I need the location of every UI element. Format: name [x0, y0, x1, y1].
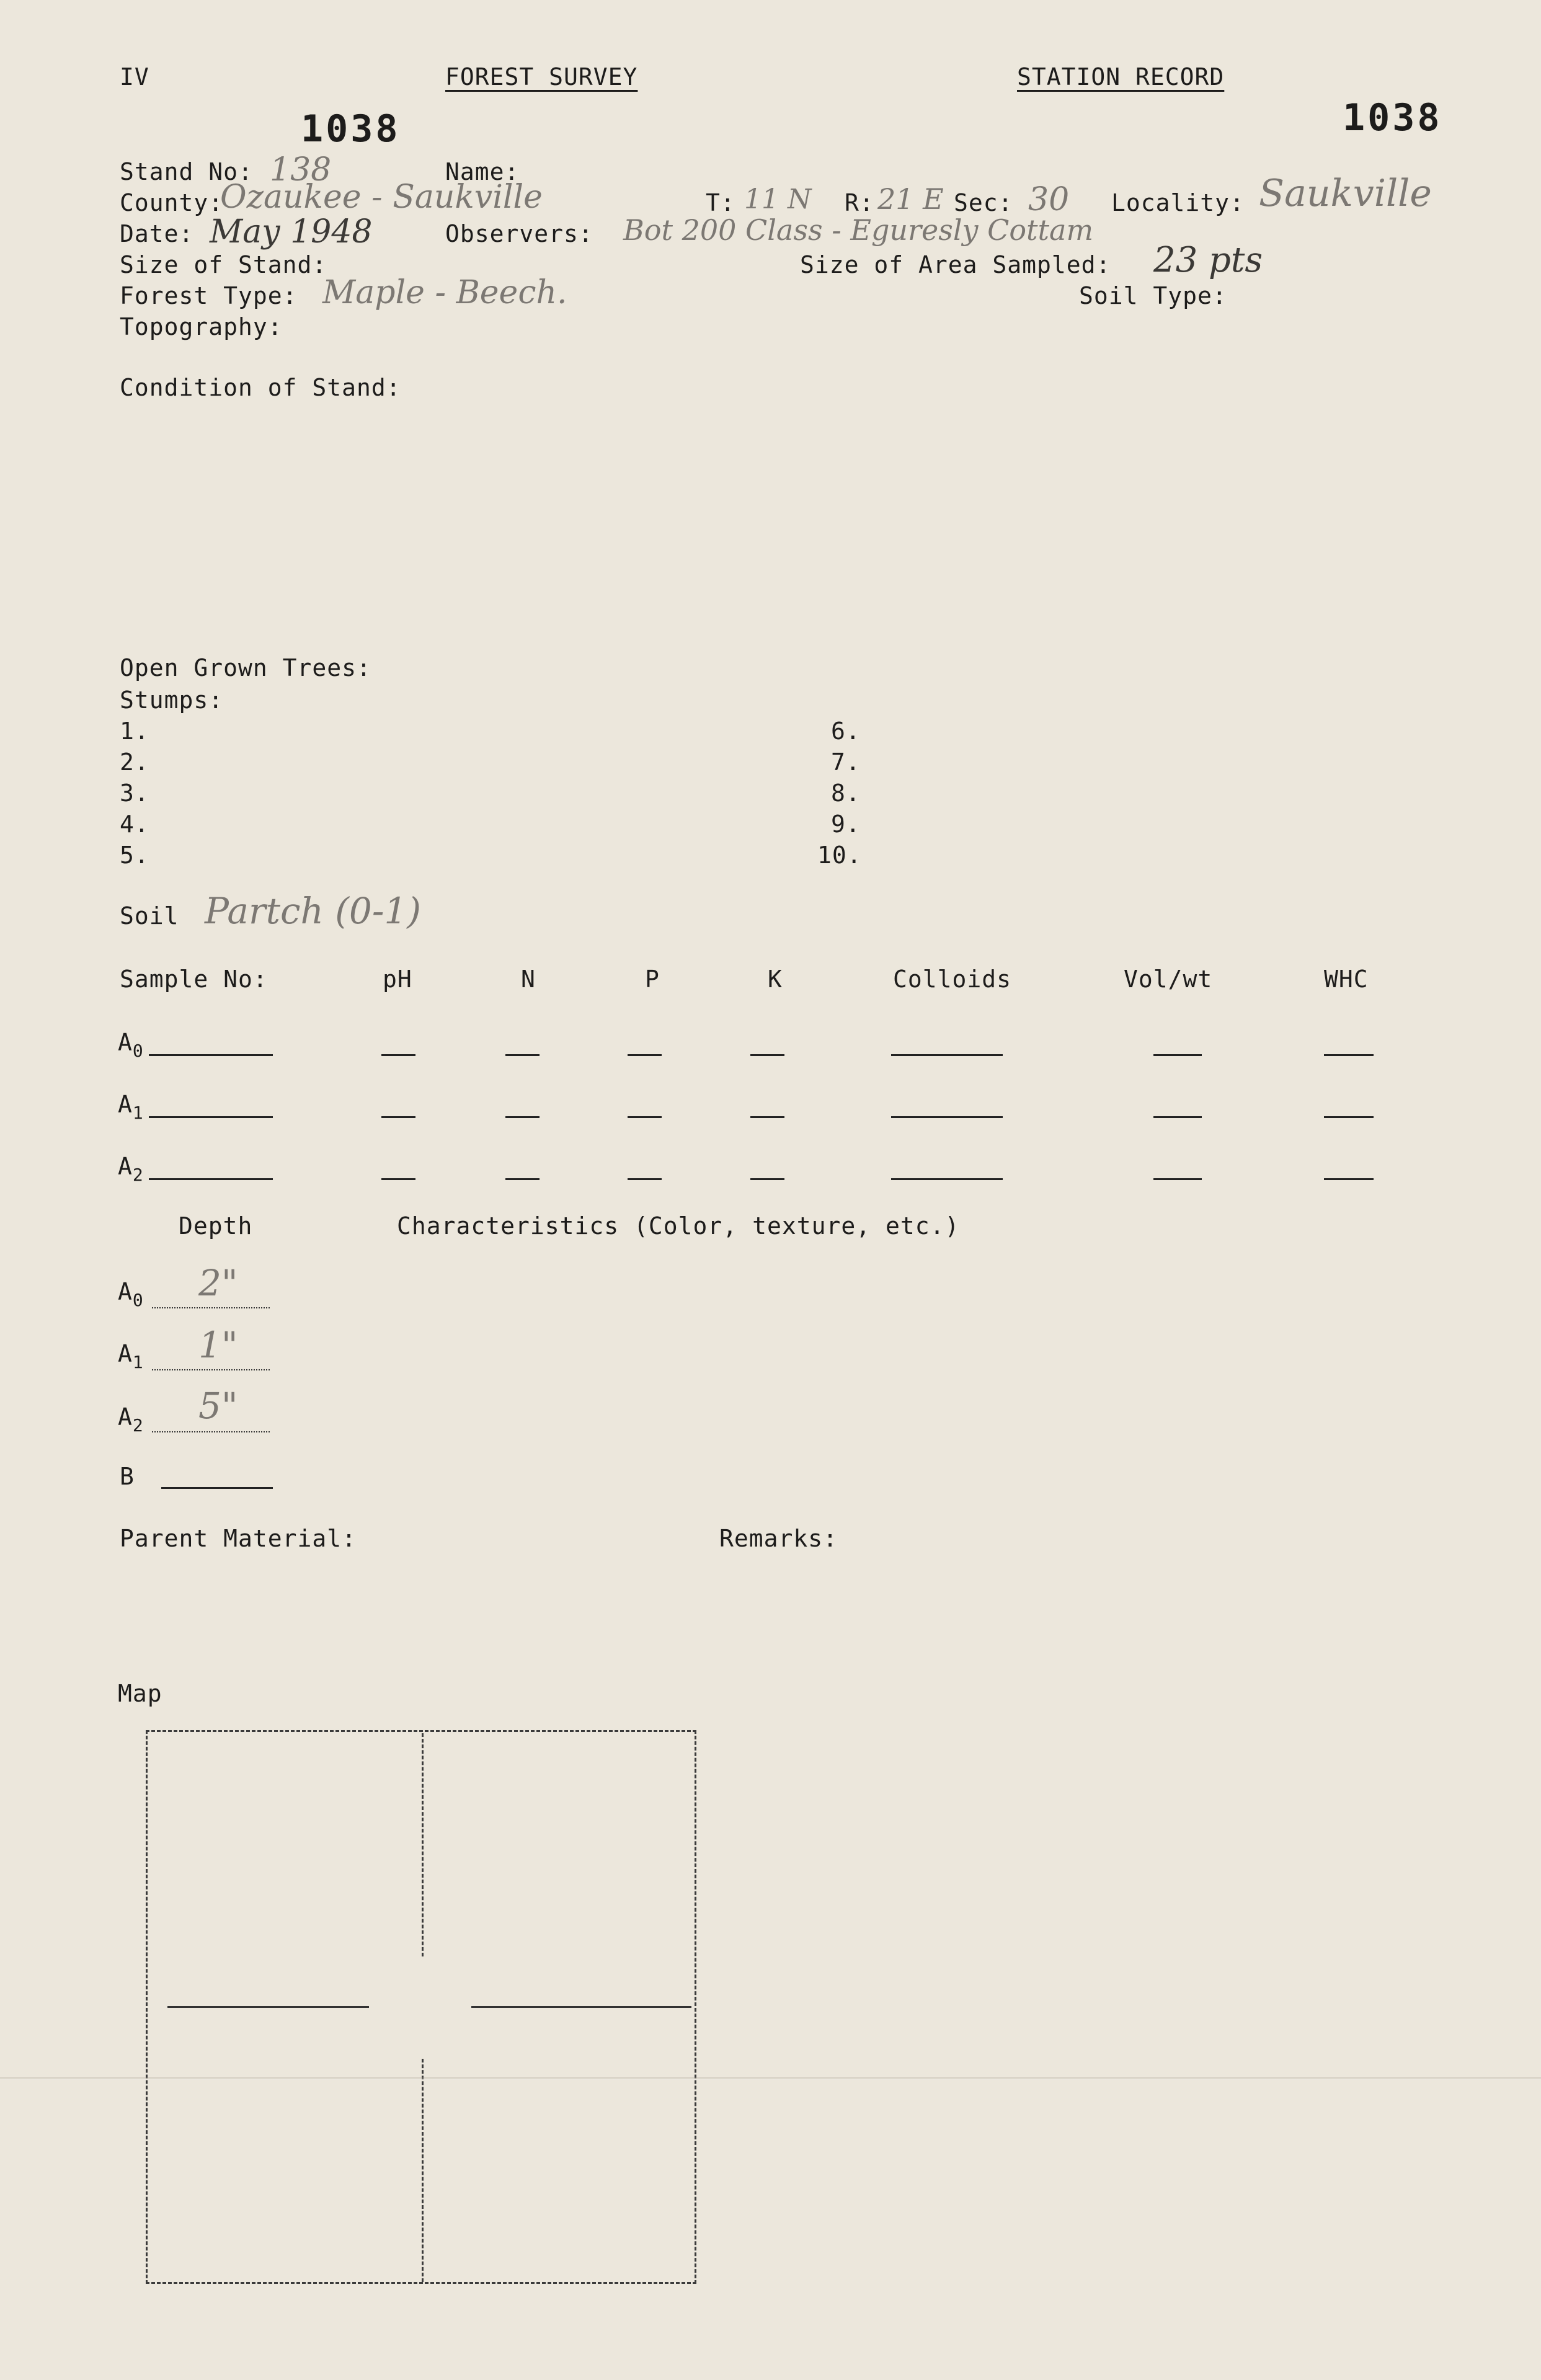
colloids-blank	[891, 1116, 1003, 1118]
depth-blank	[152, 1307, 270, 1308]
column-sample-no: Sample No:	[120, 966, 268, 993]
depth-header: Depth	[179, 1212, 253, 1240]
locality-value: Saukville	[1259, 172, 1432, 215]
depth-row-label: $A_0$	[118, 1278, 144, 1310]
colloids-blank	[891, 1178, 1003, 1180]
characteristics-header: Characteristics (Color, texture, etc.)	[397, 1212, 960, 1240]
whc-blank	[1324, 1054, 1374, 1056]
forest-type-value: Maple - Beech.	[322, 274, 567, 311]
soil-type-label: Soil Type:	[1079, 282, 1227, 309]
ph-blank	[381, 1116, 415, 1118]
county-value: Ozaukee - Saukville	[220, 179, 543, 216]
column-k: K	[768, 966, 783, 993]
stump-number: 2.	[120, 748, 149, 776]
n-blank	[505, 1178, 540, 1180]
stamp-number-left: 1038	[301, 107, 401, 151]
size-of-area-label: Size of Area Sampled:	[800, 251, 1111, 278]
depth-row-label: B	[120, 1463, 135, 1490]
map-divider-vertical	[422, 2059, 424, 2282]
size-of-stand-label: Size of Stand:	[120, 251, 327, 278]
p-blank	[628, 1054, 662, 1056]
county-label: County:	[120, 189, 224, 216]
paper-fold-crease	[0, 2077, 1541, 2080]
n-blank	[505, 1054, 540, 1056]
n-blank	[505, 1116, 540, 1118]
sample-row-label: $A_0$	[118, 1029, 144, 1061]
depth-row-label: $A_2$	[118, 1403, 144, 1436]
township-label: T:	[706, 189, 735, 216]
stump-number: 1.	[120, 717, 149, 745]
forest-type-label: Forest Type:	[120, 282, 298, 309]
map-divider-vertical	[422, 1733, 424, 1956]
stump-number: 3.	[120, 779, 149, 807]
k-blank	[750, 1054, 784, 1056]
depth-blank	[152, 1369, 270, 1370]
sample-blank	[149, 1116, 273, 1118]
record-type: STATION RECORD	[1017, 63, 1225, 91]
form-title: FOREST SURVEY	[445, 63, 638, 91]
size-of-area-value: 23 pts	[1153, 240, 1263, 280]
map-divider-horizontal	[471, 2006, 691, 2008]
date-label: Date:	[120, 220, 194, 247]
map-label: Map	[118, 1680, 162, 1707]
stumps-label: Stumps:	[120, 686, 224, 714]
range-value: 21 E	[877, 182, 944, 216]
p-blank	[628, 1116, 662, 1118]
observers-value: Bot 200 Class - Eguresly Cottam	[623, 213, 1094, 247]
whc-blank	[1324, 1116, 1374, 1118]
stump-number: 4.	[120, 810, 149, 838]
vol-wt-blank	[1153, 1178, 1202, 1180]
depth-value: 1"	[198, 1324, 238, 1366]
soil-value: Partch (0-1)	[205, 890, 421, 932]
observers-label: Observers:	[445, 220, 593, 247]
sample-blank	[149, 1054, 273, 1056]
depth-row-label: $A_1$	[118, 1340, 144, 1372]
stump-number: 9.	[831, 810, 861, 838]
colloids-blank	[891, 1054, 1003, 1056]
stump-number: 6.	[831, 717, 861, 745]
map-divider-horizontal	[167, 2006, 369, 2008]
stand-no-label: Stand No:	[120, 158, 253, 185]
depth-blank	[152, 1431, 270, 1432]
depth-value: 2"	[198, 1262, 238, 1304]
vol-wt-blank	[1153, 1054, 1202, 1056]
stump-number: 7.	[831, 748, 861, 776]
k-blank	[750, 1178, 784, 1180]
sample-row-label: $A_1$	[118, 1091, 144, 1123]
series-number: IV	[120, 63, 149, 91]
depth-value: 5"	[198, 1385, 238, 1427]
section-label: Sec:	[954, 189, 1013, 216]
vol-wt-blank	[1153, 1116, 1202, 1118]
whc-blank	[1324, 1178, 1374, 1180]
soil-label: Soil	[120, 902, 179, 930]
date-value: May 1948	[210, 213, 373, 251]
ph-blank	[381, 1178, 415, 1180]
sample-blank	[149, 1178, 273, 1180]
column-ph: pH	[383, 966, 412, 993]
remarks-label: Remarks:	[719, 1525, 838, 1552]
topography-label: Topography:	[120, 313, 283, 340]
sample-row-label: $A_2$	[118, 1153, 144, 1185]
township-value: 11 N	[744, 184, 812, 215]
condition-of-stand-label: Condition of Stand:	[120, 374, 401, 401]
open-grown-trees-label: Open Grown Trees:	[120, 654, 371, 682]
parent-material-label: Parent Material:	[120, 1525, 357, 1552]
stump-number: 5.	[120, 841, 149, 869]
p-blank	[628, 1178, 662, 1180]
column-whc: WHC	[1324, 966, 1369, 993]
k-blank	[750, 1116, 784, 1118]
ph-blank	[381, 1054, 415, 1056]
locality-label: Locality:	[1111, 189, 1245, 216]
name-label: Name:	[445, 158, 520, 185]
column-n: N	[521, 966, 536, 993]
section-value: 30	[1028, 181, 1070, 218]
column-p: P	[645, 966, 660, 993]
depth-blank	[161, 1487, 273, 1489]
range-label: R:	[845, 189, 874, 216]
column-colloids: Colloids	[893, 966, 1012, 993]
stump-number: 10.	[817, 841, 862, 869]
stamp-number-right: 1038	[1343, 96, 1442, 140]
stump-number: 8.	[831, 779, 861, 807]
column-vol-wt: Vol/wt	[1124, 966, 1213, 993]
stand-no-value: 138	[270, 151, 332, 189]
